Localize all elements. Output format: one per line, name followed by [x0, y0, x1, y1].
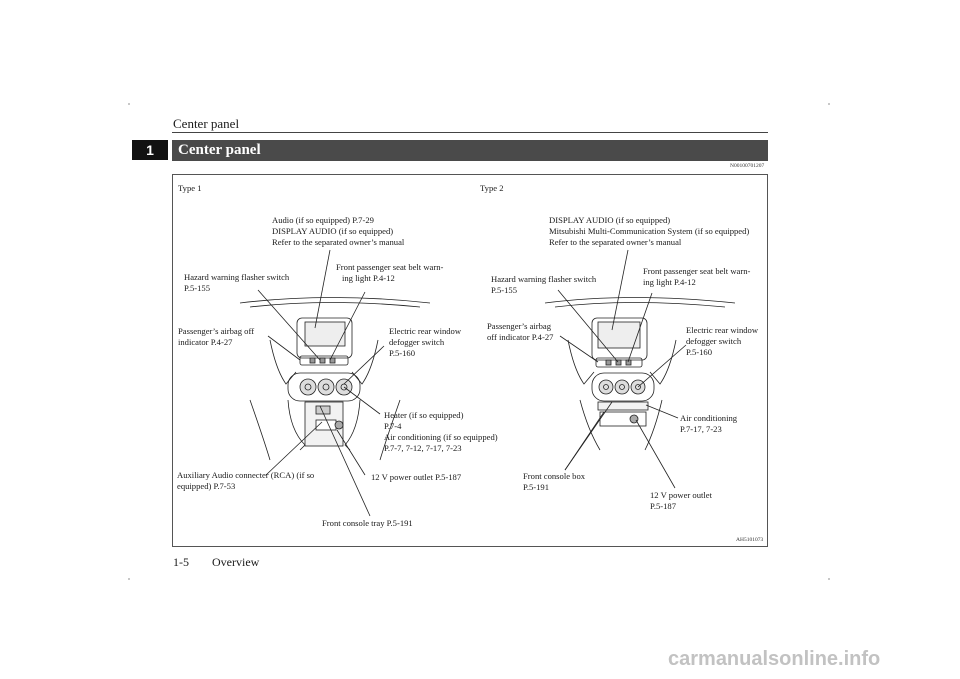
t1-aux-label: Auxiliary Audio connecter (RCA) (if so equipped) P.7-53	[177, 470, 315, 491]
section-code: N00100701207	[730, 163, 765, 169]
t1-hazard-label: Hazard warning flasher switch P.5-155	[184, 272, 290, 293]
t1-airbag-label: Passenger’s airbag off indicator P.4-27	[178, 326, 255, 347]
t2-aircon-label: Air conditioning P.7-17, 7-23	[680, 413, 738, 434]
chapter-tab: 1	[132, 140, 168, 160]
t2-display-label: DISPLAY AUDIO (if so equipped) Mitsubishi Multi-Communication System (if so equipped) Refer to the separated owner’s manual	[549, 215, 750, 247]
figure-code: AH5101073	[736, 537, 764, 543]
t1-outlet-label: 12 V power outlet P.5-187	[371, 472, 462, 482]
t2-console-label: Front console box P.5-191	[523, 471, 586, 492]
t2-hazard-label: Hazard warning flasher switch P.5-155	[491, 274, 597, 295]
page-number: 1-5	[173, 555, 189, 569]
t1-heater-label: Heater (if so equipped) P.7-4 Air conditioning (if so equipped) P.7-7, 7-12, 7-17, 7-23	[384, 410, 498, 453]
t1-audio-label: Audio (if so equipped) P.7-29 DISPLAY AUDIO (if so equipped) Refer to the separated owner’s manual	[272, 215, 405, 247]
footer-chapter-name: Overview	[212, 555, 260, 569]
t1-seatbelt-label: Front passenger seat belt warn- ing light P.4-12	[336, 262, 444, 283]
t1-defogger-label: Electric rear window defogger switch P.5-160	[389, 326, 462, 358]
t2-outlet-label: 12 V power outlet P.5-187	[650, 490, 712, 511]
type2-label: Type 2	[480, 183, 504, 193]
type1-label: Type 1	[178, 183, 202, 193]
t2-seatbelt-label: Front passenger seat belt warn- ing light P.4-12	[643, 266, 751, 287]
t2-defogger-label: Electric rear window defogger switch P.5-160	[686, 325, 759, 357]
header-title: Center panel	[173, 116, 240, 131]
section-title: Center panel	[172, 140, 768, 161]
t1-tray-label: Front console tray P.5-191	[322, 518, 413, 528]
t2-airbag-label: Passenger’s airbag off indicator P.4-27	[487, 321, 554, 342]
watermark: carmanualsonline.info	[668, 648, 881, 670]
